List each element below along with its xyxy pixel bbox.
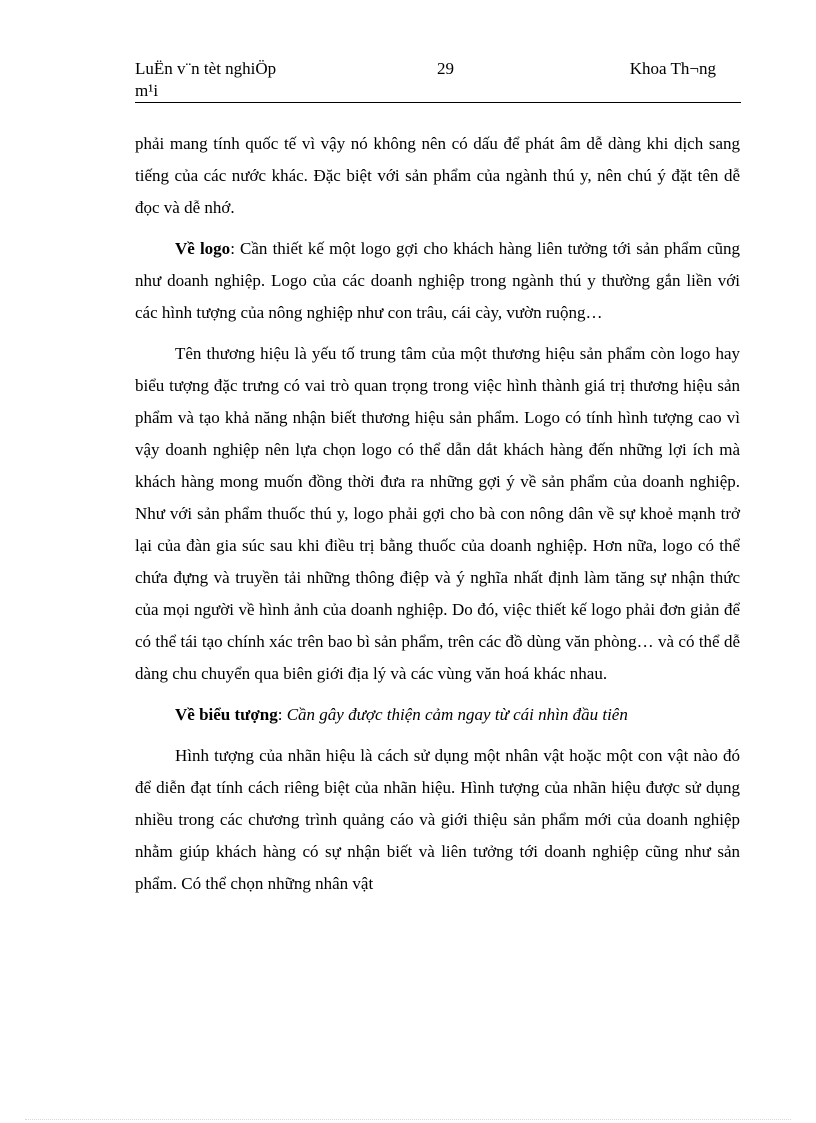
- logo-heading: Về logo: [175, 239, 231, 258]
- header-title-line-1: LuËn v¨n tèt nghiÖp: [135, 59, 277, 78]
- logo-text: : Cần thiết kế một logo gợi cho khách hàng liên tưởng tới sản phẩm cũng như doanh nghiệp. Logo của các doanh nghiệp trong ngành thú y thường gắn liền với các hình tượng của nông nghiệp như con trâu, cái cày, vườn ruộng…: [135, 239, 740, 322]
- page-number: 29: [437, 59, 454, 78]
- document-body: [135, 128, 740, 909]
- paragraph-logo: [135, 233, 740, 329]
- symbol-colon: :: [277, 705, 287, 724]
- paragraph-brand-image: Hình tượng của nhãn hiệu là cách sử dụng một nhân vật hoặc một con vật nào đó để diễn đạt tính cách riêng biệt của nhãn hiệu. Hình tượng của nhãn hiệu được sử dụng nhiều trong các chương trình quảng cáo và giới thiệu sản phẩm mới của doanh nghiệp nhằm giúp khách hàng có sự nhận biết và liên tưởng tới doanh nghiệp cũng như sản phẩm. Có thể chọn những nhân vật: [135, 746, 740, 893]
- page-header: [135, 58, 741, 103]
- page-bottom-divider: [25, 1119, 791, 1120]
- header-thesis-title: [135, 58, 315, 102]
- paragraph-symbol-heading: [135, 699, 740, 731]
- symbol-subtitle: Cần gây được thiện cảm ngay từ cái nhìn đầu tiên: [286, 705, 628, 724]
- header-title-line-2: m¹i: [135, 81, 159, 100]
- paragraph-naming: phải mang tính quốc tế vì vậy nó không nên có dấu để phát âm dễ dàng khi dịch sang tiếng của các nước khác. Đặc biệt với sản phẩm của ngành thú y, nên chú ý đặt tên dễ đọc và dễ nhớ.: [135, 134, 740, 217]
- symbol-heading: Về biểu tượng: [175, 705, 278, 724]
- header-faculty: Khoa Th¬ng: [629, 59, 716, 78]
- paragraph-brand-name: Tên thương hiệu là yếu tố trung tâm của một thương hiệu sản phẩm còn logo hay biểu tượng đặc trưng có vai trò quan trọng trong việc hình thành giá trị thương hiệu sản phẩm và tạo khả năng nhận biết thương hiệu sản phẩm. Logo có tính hình tượng cao vì vậy doanh nghiệp nên lựa chọn logo có thể dẫn dắt khách hàng đến những lợi ích mà khách hàng mong muốn đồng thời đưa ra những gợi ý về sản phẩm của doanh nghiệp. Như với sản phẩm thuốc thú y, logo phải gợi cho bà con nông dân về sự khoẻ mạnh trở lại của đàn gia súc sau khi điều trị bằng thuốc của doanh nghiệp. Hơn nữa, logo có thể chứa đựng và truyền tải những thông điệp và ý nghĩa nhất định làm tăng sự nhận thức của mọi người về hình ảnh của doanh nghiệp. Do đó, việc thiết kế logo phải đơn giản để có thể tái tạo chính xác trên bao bì sản phẩm, trên các đồ dùng văn phòng… và có thể dễ dàng chu chuyển qua biên giới địa lý và các vùng văn hoá khác nhau.: [135, 344, 740, 683]
